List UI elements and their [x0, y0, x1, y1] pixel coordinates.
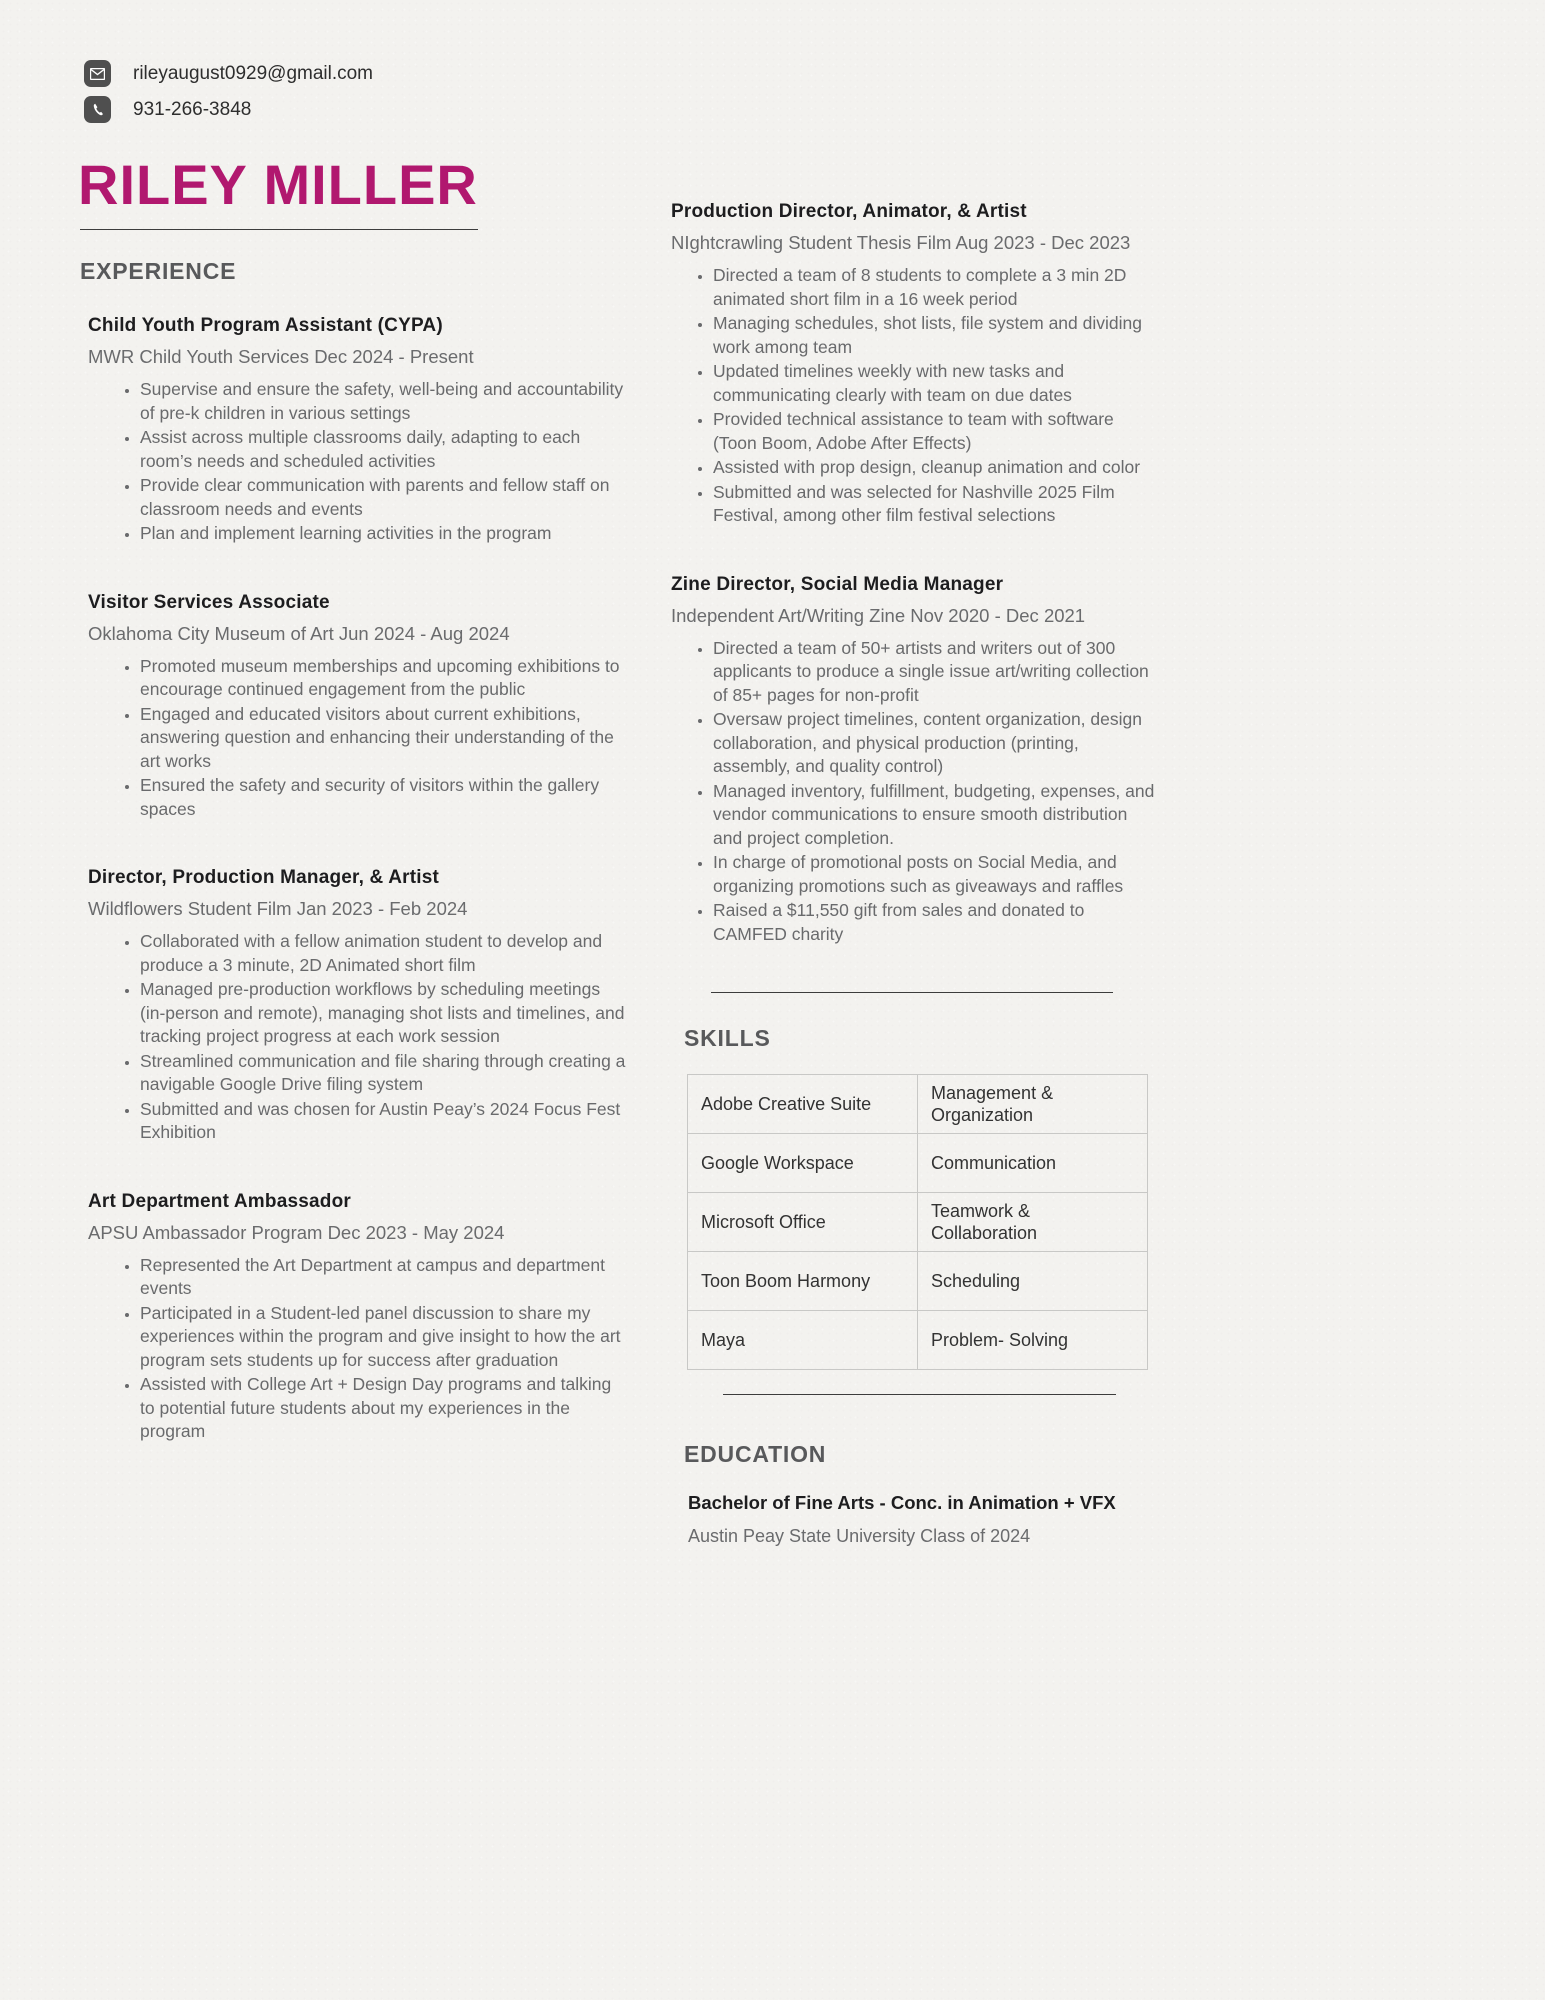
- job-title: Production Director, Animator, & Artist: [671, 201, 1027, 222]
- contact-email-text: rileyaugust0929@gmail.com: [133, 62, 374, 84]
- education-school: Austin Peay State University Class of 2024: [688, 1526, 1031, 1546]
- job-bullet-list: [80, 930, 628, 1145]
- skills-table-cell: Google Workspace: [688, 1134, 918, 1193]
- job-entry: [663, 201, 1160, 528]
- skills-table-cell: Teamwork & Collaboration: [918, 1193, 1148, 1252]
- job-subtitle: NIghtcrawling Student Thesis Film Aug 2023 - Dec 2023: [671, 232, 1131, 253]
- job-entry: [80, 592, 628, 822]
- skills-table-row: [688, 1134, 1148, 1193]
- skills-table-cell: Scheduling: [918, 1252, 1148, 1311]
- job-bullet-list: [80, 655, 628, 822]
- job-bullet: • Supervise and ensure the safety, well-being and accountability of pre-k children in various settings: [140, 378, 628, 425]
- job-entry: [663, 574, 1160, 947]
- job-title: Zine Director, Social Media Manager: [671, 573, 1004, 595]
- job-bullet: • Managed inventory, fulfillment, budgeting, expenses, and vendor communications to ensure smooth distribution and project completion.: [713, 780, 1160, 851]
- job-bullet: • Participated in a Student-led panel discussion to share my experiences within the program and give insight to how the art program sets students up for success after graduation: [140, 1302, 628, 1373]
- job-bullet: • Plan and implement learning activities in the program: [140, 522, 628, 546]
- phone-icon: [84, 96, 111, 123]
- contact-phone-row: [84, 96, 373, 123]
- job-bullet: • Directed a team of 8 students to complete a 3 min 2D animated short film in a 16 week period: [713, 264, 1160, 311]
- job-title: Child Youth Program Assistant (CYPA): [88, 315, 443, 336]
- job-subtitle: Independent Art/Writing Zine Nov 2020 - Dec 2021: [671, 604, 1086, 626]
- right-column: [663, 201, 1160, 1547]
- job-bullet: • Oversaw project timelines, content organization, design collaboration, and physical production (printing, assembly, and quality control): [713, 708, 1160, 779]
- job-subtitle: APSU Ambassador Program Dec 2023 - May 2024: [88, 1221, 505, 1243]
- job-entry: [80, 315, 628, 546]
- job-bullet: • In charge of promotional posts on Social Media, and organizing promotions such as giveaways and raffles: [713, 851, 1160, 898]
- job-bullet: • Assisted with prop design, cleanup animation and color: [713, 456, 1160, 480]
- job-bullet-list: [663, 637, 1160, 947]
- job-bullet: • Ensured the safety and security of visitors within the gallery spaces: [140, 774, 628, 821]
- job-bullet: • Submitted and was selected for Nashville 2025 Film Festival, among other film festival selections: [713, 481, 1160, 528]
- skills-table-row: [688, 1075, 1148, 1134]
- job-bullet: • Managing schedules, shot lists, file system and dividing work among team: [713, 312, 1160, 359]
- skills-table-cell: Adobe Creative Suite: [688, 1075, 918, 1134]
- job-subtitle: Wildflowers Student Film Jan 2023 - Feb 2024: [88, 898, 468, 919]
- job-bullet: • Managed pre-production workflows by scheduling meetings (in-person and remote), managing shot lists and timelines, and tracking project progress at each work session: [140, 978, 628, 1049]
- experience-column: [80, 258, 628, 1490]
- job-bullet: • Represented the Art Department at campus and department events: [140, 1254, 628, 1301]
- job-bullet: • Engaged and educated visitors about current exhibitions, answering question and enhancing their understanding of the art works: [140, 703, 628, 774]
- job-bullet: • Provided technical assistance to team with software (Toon Boom, Adobe After Effects): [713, 408, 1160, 455]
- job-bullet: • Updated timelines weekly with new tasks and communicating clearly with team on due dates: [713, 360, 1160, 407]
- section-divider: [723, 1394, 1116, 1395]
- education-entry: [663, 1492, 1160, 1547]
- skills-table-cell: Maya: [688, 1311, 918, 1370]
- job-entry: [80, 1191, 628, 1444]
- job-bullet: • Provide clear communication with parents and fellow staff on classroom needs and events: [140, 474, 628, 521]
- job-bullet-list: [80, 1254, 628, 1444]
- contact-block: [84, 60, 373, 132]
- skills-table-cell: Communication: [918, 1134, 1148, 1193]
- job-title: Visitor Services Associate: [88, 591, 330, 613]
- experience-right-list: [663, 201, 1160, 946]
- email-icon: [84, 60, 111, 87]
- skills-table-cell: Problem- Solving: [918, 1311, 1148, 1370]
- job-title: Director, Production Manager, & Artist: [88, 867, 440, 888]
- page-title: RILEY MILLER: [78, 153, 478, 216]
- contact-email-row: [84, 60, 373, 87]
- education-degree: Bachelor of Fine Arts - Conc. in Animation + VFX: [688, 1492, 1116, 1513]
- experience-heading: EXPERIENCE: [80, 258, 237, 284]
- skills-table-cell: Toon Boom Harmony: [688, 1252, 918, 1311]
- job-title: Art Department Ambassador: [88, 1190, 351, 1212]
- name-underline: [80, 229, 478, 230]
- experience-left-list: [80, 315, 628, 1444]
- job-entry: [80, 867, 628, 1145]
- section-divider: [711, 992, 1113, 993]
- job-bullet: • Raised a $11,550 gift from sales and donated to CAMFED charity: [713, 899, 1160, 946]
- job-subtitle: Oklahoma City Museum of Art Jun 2024 - Aug 2024: [88, 622, 510, 644]
- skills-table-row: [688, 1193, 1148, 1252]
- job-bullet: • Submitted and was chosen for Austin Peay’s 2024 Focus Fest Exhibition: [140, 1098, 628, 1145]
- skills-heading: SKILLS: [684, 1025, 771, 1051]
- job-bullet: • Directed a team of 50+ artists and writers out of 300 applicants to produce a single issue art/writing collection of 85+ pages for non-profit: [713, 637, 1160, 708]
- job-bullet: • Promoted museum memberships and upcoming exhibitions to encourage continued engagement from the public: [140, 655, 628, 702]
- skills-table: [687, 1074, 1148, 1370]
- job-bullet-list: [663, 264, 1160, 528]
- skills-table-cell: Management & Organization: [918, 1075, 1148, 1134]
- job-subtitle: MWR Child Youth Services Dec 2024 - Present: [88, 346, 474, 367]
- skills-table-row: [688, 1311, 1148, 1370]
- education-heading: EDUCATION: [684, 1441, 827, 1467]
- contact-phone-text: 931-266-3848: [133, 98, 252, 120]
- skills-table-row: [688, 1252, 1148, 1311]
- job-bullet: • Assist across multiple classrooms daily, adapting to each room’s needs and scheduled activities: [140, 426, 628, 473]
- job-bullet-list: [80, 378, 628, 546]
- job-bullet: • Collaborated with a fellow animation student to develop and produce a 3 minute, 2D Animated short film: [140, 930, 628, 977]
- job-bullet: • Assisted with College Art + Design Day programs and talking to potential future students about my experiences in the program: [140, 1373, 628, 1444]
- job-bullet: • Streamlined communication and file sharing through creating a navigable Google Drive filing system: [140, 1050, 628, 1097]
- skills-table-cell: Microsoft Office: [688, 1193, 918, 1252]
